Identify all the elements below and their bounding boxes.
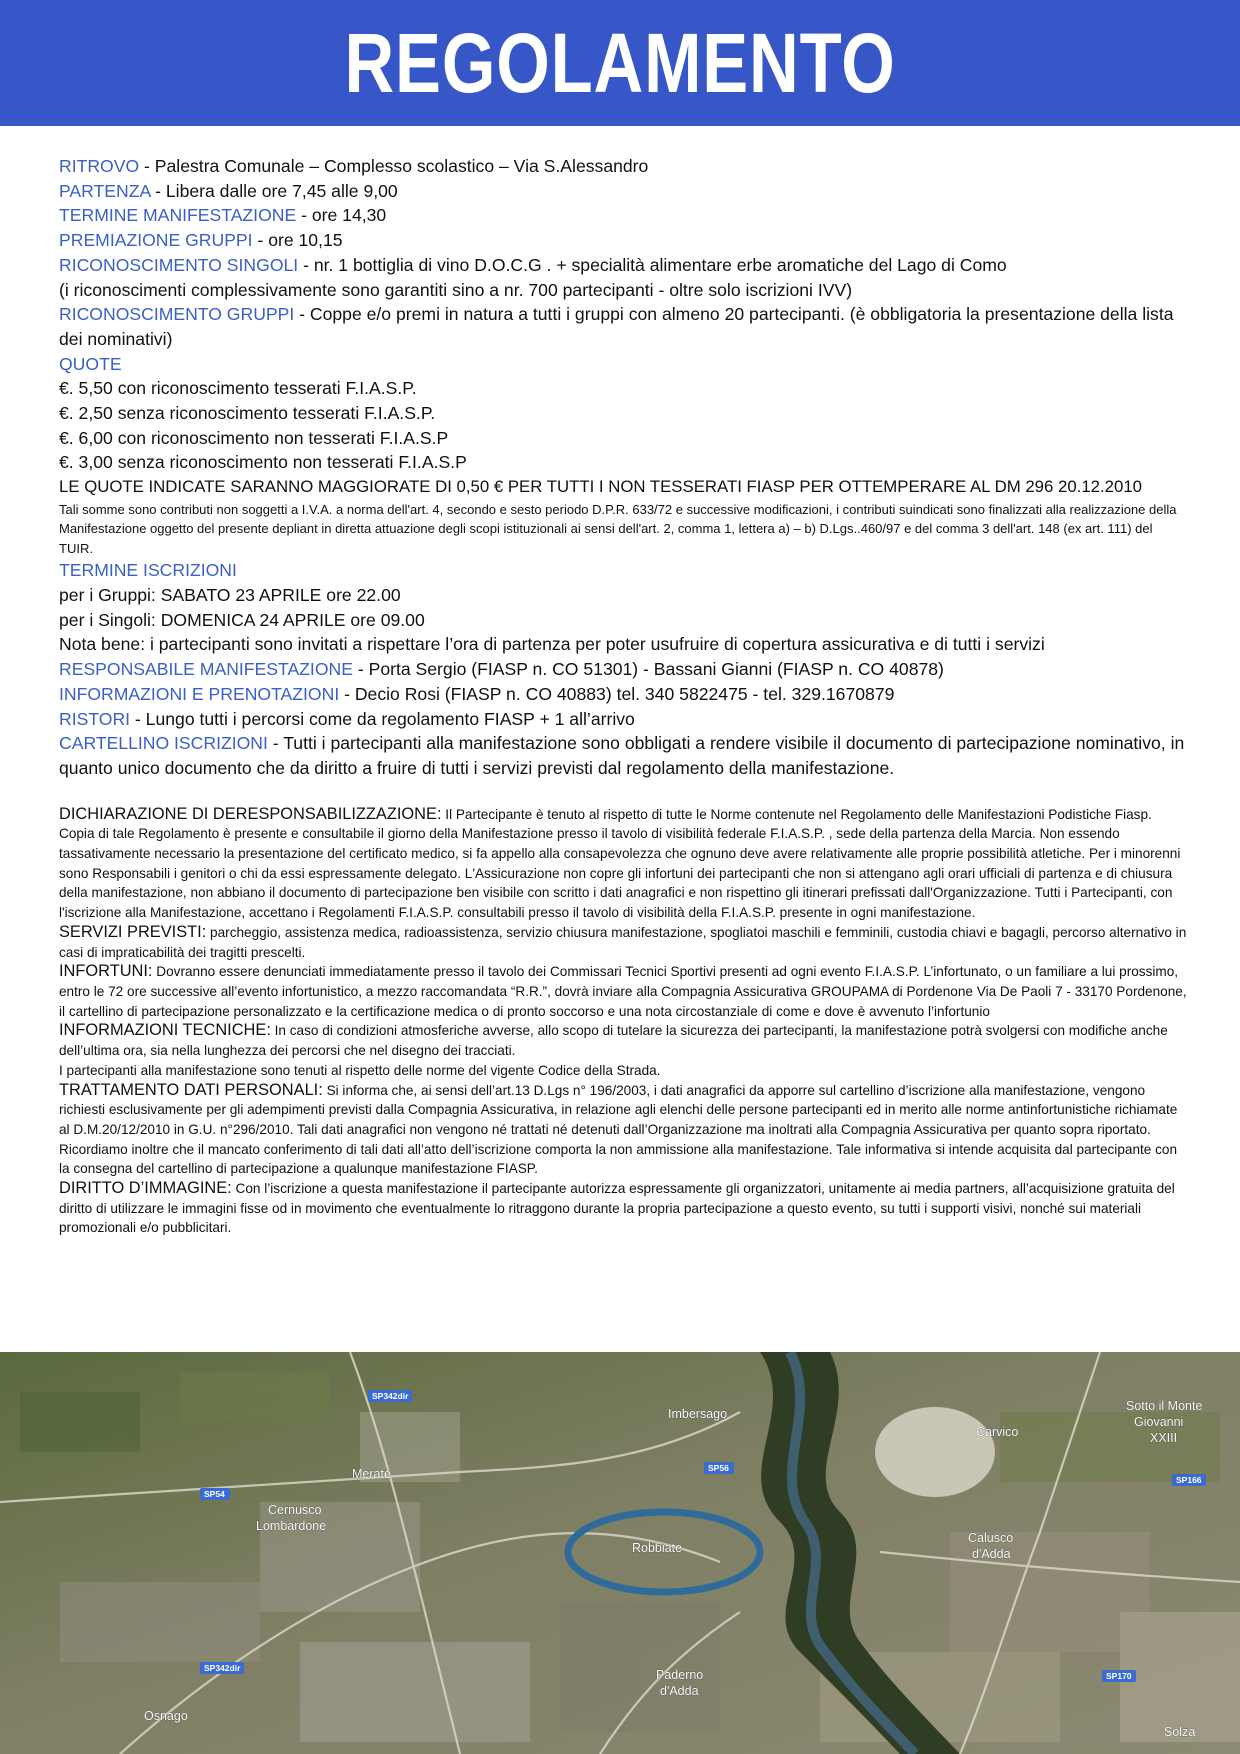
- termine-label: TERMINE MANIFESTAZIONE: [59, 205, 297, 226]
- nota-bene: Nota bene: i partecipanti sono invitati a rispettare l’ora di partenza per poter usufruire di copertura assicurativa e di tutti i servizi: [59, 634, 1045, 655]
- iscrizioni-gruppi: per i Gruppi: SABATO 23 APRILE ore 22.00: [59, 585, 401, 606]
- section-heading: DIRITTO D’IMMAGINE:: [59, 1179, 232, 1198]
- informazioni-row: [59, 682, 1189, 707]
- section-text: Si informa che, ai sensi dell’art.13 D.Lgs n° 196/2003, i dati anagrafici da apporre sul cartellino d’iscrizione alla manifestazione, vengono richiesti esclusivamente per gli adempimenti previsti dalla Compagnia Assicurativa, in relazione agli elenchi delle persone partecipanti ed in merito alle norme antinfortunistiche richiamate al D.M.20/12/2010 in G.U. n°296/2010. Tali dati anagrafici non vengono né trattati né detenuti dall’Organizzazione ma inoltrati alla Compagnia Assicurativa per quanto sopra riportato. Ricordiamo inoltre che il mancato conferimento di tali dati all’atto dell’iscrizione comporta la non ammissione alla manifestazione. Tale informativa si intende acquisita dal partecipante con la consegna del cartellino di partecipazione a qualunque manifestazione FIASP.: [59, 1082, 1178, 1177]
- ritrovo-text: - Palestra Comunale – Complesso scolastico – Via S.Alessandro: [139, 156, 649, 176]
- quote-line: €. 6,00 con riconoscimento non tesserati F.I.A.S.P: [59, 427, 449, 448]
- map-label-solza: Solza: [1164, 1725, 1196, 1739]
- termine-text: - ore 14,30: [296, 205, 387, 226]
- map-label-giovanni: Giovanni: [1134, 1415, 1184, 1429]
- partenza-row: [59, 179, 1189, 204]
- section-text: Con l’iscrizione a questa manifestazione il partecipante autorizza espressamente gli organizzatori, unitamente ai media partners, all’acquisizione gratuita del diritto di utilizzare le immagini fisse od in movimento che eventualmente lo ritraggono durante la propria partecipazione a questo evento, su tutti i supporti visivi, nonché sui materiali promozionali e/o pubblicitari.: [59, 1181, 1175, 1236]
- map-label-carvico: Carvico: [976, 1425, 1019, 1439]
- map-label-sotto-il-monte: Sotto il Monte: [1126, 1399, 1203, 1413]
- map-label-robbiate: Robbiate: [632, 1541, 683, 1555]
- satellite-map: [0, 1352, 1240, 1754]
- section-heading: INFORTUNI:: [59, 962, 153, 981]
- riconoscimento-gruppi-label: RICONOSCIMENTO GRUPPI: [59, 304, 295, 325]
- svg-text:SP342dir: SP342dir: [372, 1391, 409, 1401]
- ritrovo-label: RITROVO: [59, 156, 140, 176]
- responsabile-row: [59, 657, 1189, 682]
- ritrovo-row: [59, 154, 1189, 179]
- termine-row: [59, 203, 1189, 228]
- map-label-cernusco: Cernusco: [268, 1503, 322, 1517]
- map-label-paderno: Paderno: [656, 1668, 704, 1682]
- section-text: Dovranno essere denunciati immediatamente presso il tavolo dei Commissari Tecnici Sportivi presenti ad ogni evento F.I.A.S.P. L’infortunato, o un familiare a lui prossimo, entro le 72 ore successive all’evento infortunistico, a mezzo raccomandata “R.R.”, dovrà inviare alla Compagnia Assicurativa GROUPAMA di Pordenone Via De Paoli 7 - 33170 Pordenone, il cartellino di partecipazione personalizzato e la certificazione medica o di pronto soccorso e una nota circostanziale di come e dove è avvenuto l’infortunio: [59, 964, 1187, 1019]
- servizi-section: [59, 923, 1189, 962]
- spacer: [59, 781, 1189, 805]
- section-heading: INFORMAZIONI TECNICHE:: [59, 1021, 271, 1040]
- map-label-calusco-dadda: d'Adda: [972, 1547, 1011, 1561]
- quote-line: €. 2,50 senza riconoscimento tesserati F.I.A.S.P.: [59, 403, 436, 424]
- quote-line: €. 3,00 senza riconoscimento non tesserati F.I.A.S.P: [59, 452, 467, 473]
- informazioni-tecniche-section: [59, 1021, 1189, 1080]
- road-shield: [368, 1390, 412, 1402]
- informazioni-label: INFORMAZIONI E PRENOTAZIONI: [59, 683, 340, 704]
- premiazione-text: - ore 10,15: [252, 230, 343, 251]
- svg-text:SP342dir: SP342dir: [204, 1663, 241, 1673]
- svg-text:SP170: SP170: [1106, 1671, 1132, 1681]
- page-title: REGOLAMENTO: [344, 15, 896, 110]
- road-shield: [1102, 1670, 1136, 1682]
- riconoscimento-singoli-text: - nr. 1 bottiglia di vino D.O.C.G . + specialità alimentare erbe aromatiche del Lago di Como: [298, 254, 1007, 275]
- cartellino-text: - Tutti i partecipanti alla manifestazione sono obbligati a rendere visibile il documento di partecipazione nominativo, in quanto unico documento che da diritto a fruire di tutti i servizi previsti dal regolamento della manifestazione.: [59, 733, 1185, 778]
- map-label-osnago: Osnago: [144, 1709, 188, 1723]
- riconoscimento-singoli-label: RICONOSCIMENTO SINGOLI: [59, 254, 299, 275]
- quote-line: €. 5,50 con riconoscimento tesserati F.I.A.S.P.: [59, 378, 417, 399]
- section-text: I partecipanti alla manifestazione sono tenuti al rispetto delle norme del vigente Codice della Strada.: [59, 1062, 661, 1078]
- ristori-label: RISTORI: [59, 708, 131, 729]
- diritto-immagine-section: [59, 1179, 1189, 1238]
- title-banner: [0, 0, 1240, 126]
- map-label-calusco: Calusco: [968, 1531, 1014, 1545]
- map-label-xxiii: XXIII: [1150, 1431, 1178, 1445]
- partenza-text: - Libera dalle ore 7,45 alle 9,00: [150, 180, 398, 201]
- iscrizioni-singoli: per i Singoli: DOMENICA 24 APRILE ore 09.00: [59, 609, 425, 630]
- responsabile-text: - Porta Sergio (FIASP n. CO 51301) - Bassani Gianni (FIASP n. CO 40878): [352, 659, 944, 680]
- section-heading: SERVIZI PREVISTI:: [59, 922, 207, 941]
- ristori-row: [59, 707, 1189, 732]
- section-heading: TRATTAMENTO DATI PERSONALI:: [59, 1080, 323, 1099]
- map-label-lombardone: Lombardone: [256, 1519, 327, 1533]
- road-shield: [200, 1662, 244, 1674]
- riconoscimento-gruppi-row: [59, 302, 1189, 351]
- premiazione-row: [59, 228, 1189, 253]
- quote-tax-note: Tali somme sono contributi non soggetti a I.V.A. a norma dell'art. 4, secondo e sesto periodo D.P.R. 633/72 e successive modificazioni, i contributi suindicati sono finalizzati alla realizzazione della Manifestazione oggetto del presente depliant in diretta attuazione degli scopi istituzionali ai sensi dell'art. 2, comma 1, lettera a) – b) D.Lgs..460/97 e del comma 3 dell'art. 148 (ex art. 111) del TUIR.: [59, 501, 1177, 556]
- responsabile-label: RESPONSABILE MANIFESTAZIONE: [59, 659, 353, 680]
- riconoscimento-singoli-row: [59, 253, 1189, 278]
- cartellino-row: [59, 731, 1189, 780]
- trattamento-dati-section: [59, 1081, 1189, 1180]
- quarry: [875, 1407, 995, 1497]
- regulation-content: [59, 154, 1189, 1238]
- partenza-label: PARTENZA: [59, 180, 151, 201]
- section-text: Il Partecipante è tenuto al rispetto di tutte le Norme contenute nel Regolamento delle Manifestazioni Podistiche Fiasp. Copia di tale Regolamento è presente e consultabile il giorno della Manifestazione presso il tavolo di visibilità federale F.I.A.S.P. , sede della partenza della Marcia. Non essendo tassativamente necessario la presentazione del certificato medico, si fa appello alla consapevolezza che ognuno deve avere relativamente alle proprie possibilità atletiche. Per i minorenni sono Responsabili i genitori o chi da essi espressamente delegato. L'Assicurazione non copre gli infortuni dei partecipanti che non si attengano agli orari ufficiali di partenza e di chiusura della manifestazione, non abbiano il documento di partecipazione ben visibile con scritto i dati anagrafici e non rispettino gli itinerari prefissati dall'Organizzazione. Tutti i Partecipanti, con l'iscrizione alla Manifestazione, accettano i Regolamenti F.I.A.S.P. consultabili presso il tavolo di visibilità della F.I.A.S.P. presente in ogni manifestazione.: [59, 806, 1181, 921]
- section-heading: DICHIARAZIONE DI DERESPONSABILIZZAZIONE:: [59, 804, 442, 823]
- deresponsabilizzazione-section: [59, 805, 1189, 923]
- infortuni-section: [59, 962, 1189, 1021]
- map-label-paderno-dadda: d'Adda: [660, 1684, 699, 1698]
- quote-surcharge-note: LE QUOTE INDICATE SARANNO MAGGIORATE DI 0,50 € PER TUTTI I NON TESSERATI FIASP PER OTTEMPERARE AL DM 296 20.12.2010: [59, 477, 1142, 497]
- quote-label: QUOTE: [59, 353, 122, 374]
- informazioni-text: - Decio Rosi (FIASP n. CO 40883) tel. 340 5822475 - tel. 329.1670879: [339, 683, 895, 704]
- svg-text:SP166: SP166: [1176, 1475, 1202, 1485]
- riconoscimento-gruppi-text: - Coppe e/o premi in natura a tutti i gruppi con almeno 20 partecipanti. (è obbligatoria la presentazione della lista dei nominativi): [59, 304, 1174, 349]
- iscrizioni-label: TERMINE ISCRIZIONI: [59, 560, 237, 581]
- premiazione-label: PREMIAZIONE GRUPPI: [59, 230, 253, 251]
- section-text: In caso di condizioni atmosferiche avverse, allo scopo di tutelare la sicurezza dei partecipanti, la manifestazione potrà svolgersi con modifiche anche dell’ultima ora, sia nella lunghezza dei percorsi che nel disegno dei tracciati.: [59, 1023, 1168, 1059]
- map-label-merate: Merate: [352, 1467, 391, 1481]
- road-shield: [200, 1488, 230, 1500]
- svg-text:SP54: SP54: [204, 1489, 225, 1499]
- riconoscimento-note: (i riconoscimenti complessivamente sono garantiti sino a nr. 700 partecipanti - oltre solo iscrizioni IVV): [59, 279, 853, 300]
- cartellino-label: CARTELLINO ISCRIZIONI: [59, 733, 268, 754]
- map-label-imbersago: Imbersago: [668, 1407, 728, 1421]
- map-graphic: [0, 1352, 1240, 1754]
- ristori-text: - Lungo tutti i percorsi come da regolamento FIASP + 1 all’arrivo: [130, 708, 635, 729]
- road-shield: [1172, 1474, 1206, 1486]
- section-text: parcheggio, assistenza medica, radioassistenza, servizio chiusura manifestazione, spogliatoi maschili e femminili, custodia chiavi e bagagli, percorso alternativo in casi di impraticabilità dei tragitti prescelti.: [59, 924, 1187, 960]
- road-shield: [704, 1462, 734, 1474]
- svg-text:SP56: SP56: [708, 1463, 729, 1473]
